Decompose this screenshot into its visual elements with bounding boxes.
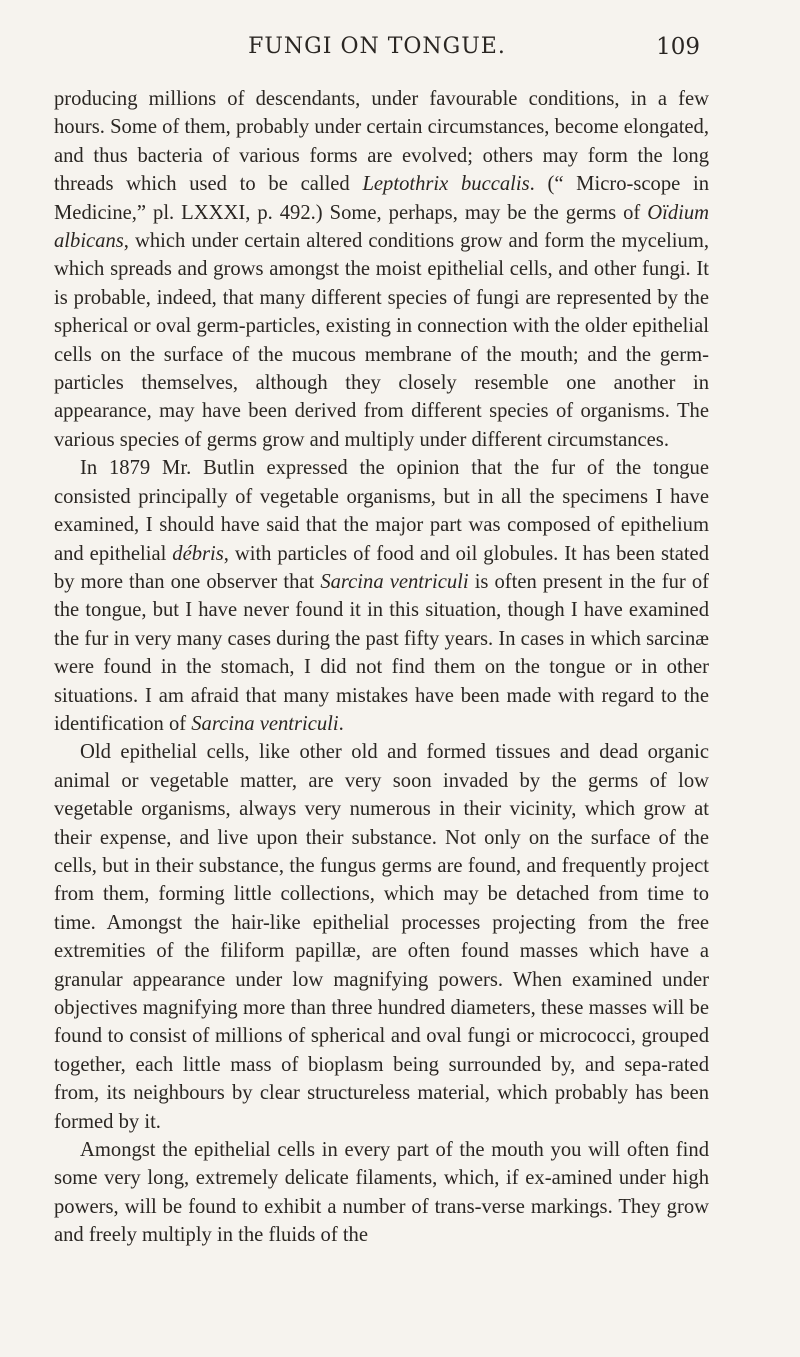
text-run: , which under certain altered conditions grow and form the mycelium, which spreads and grows amongst the moist epithelial cells, and other fungi. It is probable, indeed, that many different species of fungi are represented by the spherical or oval germ-particles, existing in connection with the older epithelial cells on the surface of the mucous membrane of the mouth; and the germ-particles themselves, although they closely resemble one another in appearance, may have been derived from different species of organisms. The various species of germs grow and multiply under different circumstances.: [54, 230, 709, 451]
italic-term: débris: [172, 542, 224, 565]
italic-term: Oïdium albicans: [54, 201, 709, 253]
body-text: [54, 85, 709, 1250]
text-run: , with particles of food and oil globules. It has been stated by more than one observer that: [54, 542, 709, 593]
running-title: FUNGI ON TONGUE.: [248, 34, 506, 59]
italic-term: Sarcina ventriculi: [320, 570, 469, 593]
text-run: . (“ Micro-scope in Medicine,” pl. LXXXI, p. 492.) Some, perhaps, may be the germs of: [54, 173, 709, 224]
paragraph: [54, 85, 709, 454]
text-run: producing millions of descendants, under favourable conditions, in a few hours. Some of them, probably under certain circumstances, become elongated, and thus bacteria of various forms are evolved; others may form the long threads which used to be called: [54, 88, 709, 196]
text-run: .: [338, 712, 344, 735]
text-run: Amongst the epithelial cells in every part of the mouth you will often find some very long, extremely delicate filaments, which, if ex-amined under high powers, will be found to exhibit a number of trans-verse markings. They grow and freely multiply in the fluids of the: [54, 1139, 709, 1247]
italic-term: Sarcina ventriculi: [191, 712, 339, 735]
paragraph: [54, 738, 709, 1136]
page-number: 109: [656, 34, 700, 60]
page-header: [54, 34, 700, 70]
italic-term: Leptothrix buccalis: [362, 173, 530, 196]
paragraph: [54, 1136, 709, 1250]
text-run: In 1879 Mr. Butlin expressed the opinion that the fur of the tongue consisted principally of vegetable organisms, but in all the specimens I have examined, I should have said that the major part was composed of epithelium and epithelial: [54, 457, 709, 565]
text-run: is often present in the fur of the tongue, but I have never found it in this situation, though I have examined the fur in very many cases during the past fifty years. In cases in which sarcinæ were found in the stomach, I did not find them on the tongue or in other situations. I am afraid that many mistakes have been made with regard to the identification of: [54, 570, 709, 735]
paragraph: [54, 454, 709, 738]
text-run: Old epithelial cells, like other old and formed tissues and dead organic animal or vegetable matter, are very soon invaded by the germs of low vegetable organisms, always very numerous in their vicinity, which grow at their expense, and live upon their substance. Not only on the surface of the cells, but in their substance, the fungus germs are found, and frequently project from them, forming little collections, which may be detached from time to time. Amongst the hair-like epithelial processes projecting from the free extremities of the filiform papillæ, are often found masses which have a granular appearance under low magnifying powers. When examined under objectives magnifying more than three hundred diameters, these masses will be found to consist of millions of spherical and oval fungi or micrococci, grouped together, each little mass of bioplasm being surrounded by, and sepa-rated from, its neighbours by clear structureless material, which probably has been formed by it.: [54, 741, 709, 1133]
